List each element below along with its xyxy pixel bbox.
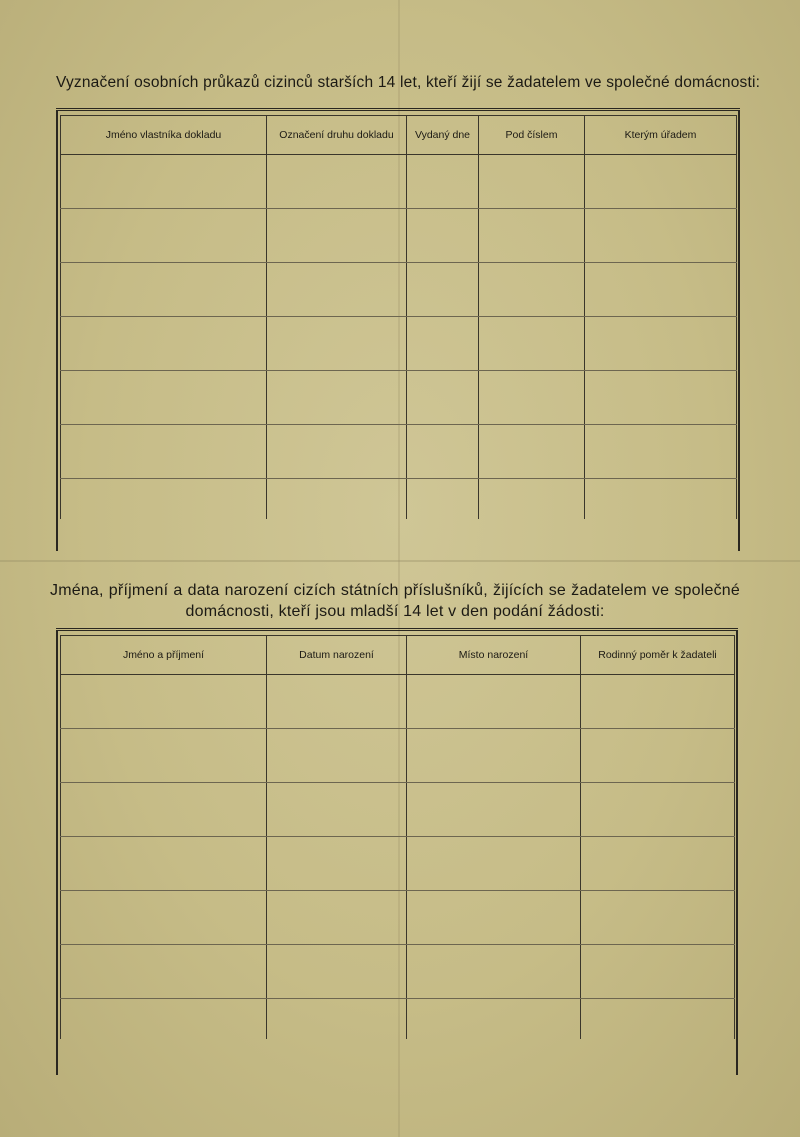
section2-title bbox=[50, 580, 740, 622]
table-header-row bbox=[61, 636, 735, 675]
column-header-birth-place: Místo narození bbox=[407, 636, 581, 675]
table-cell[interactable] bbox=[479, 425, 585, 479]
table-cell[interactable] bbox=[61, 425, 267, 479]
table-cell[interactable] bbox=[585, 263, 737, 317]
table-cell[interactable] bbox=[61, 675, 267, 729]
column-header-issued-date: Vydaný dne bbox=[407, 116, 479, 155]
table-cell[interactable] bbox=[581, 837, 735, 891]
table-row bbox=[61, 945, 735, 999]
table-cell[interactable] bbox=[407, 783, 581, 837]
table-cell[interactable] bbox=[407, 891, 581, 945]
table-cell[interactable] bbox=[479, 317, 585, 371]
table-cell[interactable] bbox=[407, 675, 581, 729]
table-row bbox=[61, 425, 737, 479]
table-cell[interactable] bbox=[61, 263, 267, 317]
table-cell[interactable] bbox=[267, 155, 407, 209]
table-cell[interactable] bbox=[61, 999, 267, 1040]
column-header-relationship: Rodinný poměr k žadateli bbox=[581, 636, 735, 675]
table-cell[interactable] bbox=[267, 999, 407, 1040]
table-header-row bbox=[61, 116, 737, 155]
table-cell[interactable] bbox=[479, 209, 585, 263]
table-cell[interactable] bbox=[479, 155, 585, 209]
table-row bbox=[61, 783, 735, 837]
column-header-full-name: Jméno a příjmení bbox=[61, 636, 267, 675]
id-documents-table bbox=[60, 115, 737, 519]
section1-title: Vyznačení osobních průkazů cizinců starších 14 let, kteří žijí se žadatelem ve společné domácnosti: bbox=[56, 74, 761, 91]
table-row bbox=[61, 155, 737, 209]
table-row bbox=[61, 263, 737, 317]
column-header-issuing-office: Kterým úřadem bbox=[585, 116, 737, 155]
table-cell[interactable] bbox=[267, 675, 407, 729]
table-cell[interactable] bbox=[61, 155, 267, 209]
table-cell[interactable] bbox=[581, 891, 735, 945]
table-frame-right bbox=[738, 111, 740, 551]
table-cell[interactable] bbox=[585, 209, 737, 263]
table-row bbox=[61, 371, 737, 425]
table-cell[interactable] bbox=[267, 891, 407, 945]
table-cell[interactable] bbox=[581, 783, 735, 837]
table-row bbox=[61, 729, 735, 783]
table-cell[interactable] bbox=[267, 945, 407, 999]
table-frame-left bbox=[56, 111, 58, 551]
table-cell[interactable] bbox=[407, 425, 479, 479]
table-cell[interactable] bbox=[407, 479, 479, 520]
minors-table bbox=[60, 635, 735, 1039]
minors-table-frame bbox=[56, 628, 738, 1075]
table-cell[interactable] bbox=[267, 263, 407, 317]
table-cell[interactable] bbox=[585, 479, 737, 520]
table-row bbox=[61, 999, 735, 1040]
section2-title-line2: domácnosti, kteří jsou mladší 14 let v den podání žádosti: bbox=[185, 603, 605, 620]
table-row bbox=[61, 891, 735, 945]
paper-fold-horizontal bbox=[0, 560, 800, 562]
table-cell[interactable] bbox=[581, 675, 735, 729]
table-cell[interactable] bbox=[407, 209, 479, 263]
table-cell[interactable] bbox=[479, 263, 585, 317]
table-cell[interactable] bbox=[581, 999, 735, 1040]
table-cell[interactable] bbox=[61, 479, 267, 520]
table-cell[interactable] bbox=[61, 945, 267, 999]
column-header-birth-date: Datum narození bbox=[267, 636, 407, 675]
table-cell[interactable] bbox=[61, 317, 267, 371]
table-cell[interactable] bbox=[585, 317, 737, 371]
table-row bbox=[61, 837, 735, 891]
table-cell[interactable] bbox=[267, 729, 407, 783]
table-frame-right bbox=[736, 631, 738, 1075]
table-cell[interactable] bbox=[581, 729, 735, 783]
table-cell[interactable] bbox=[407, 999, 581, 1040]
table-cell[interactable] bbox=[267, 783, 407, 837]
table-cell[interactable] bbox=[61, 371, 267, 425]
column-header-document-type: Označení druhu dokladu bbox=[267, 116, 407, 155]
table-row bbox=[61, 209, 737, 263]
table-cell[interactable] bbox=[267, 317, 407, 371]
table-row bbox=[61, 317, 737, 371]
table-cell[interactable] bbox=[407, 155, 479, 209]
table-cell[interactable] bbox=[407, 371, 479, 425]
table-cell[interactable] bbox=[479, 479, 585, 520]
table-cell[interactable] bbox=[267, 209, 407, 263]
table-cell[interactable] bbox=[585, 371, 737, 425]
table-cell[interactable] bbox=[61, 891, 267, 945]
table-cell[interactable] bbox=[61, 729, 267, 783]
table-cell[interactable] bbox=[61, 209, 267, 263]
table-cell[interactable] bbox=[61, 783, 267, 837]
table-cell[interactable] bbox=[479, 371, 585, 425]
table-cell[interactable] bbox=[267, 837, 407, 891]
table-cell[interactable] bbox=[585, 155, 737, 209]
section2-title-line1: Jména, příjmení a data narození cizích státních příslušníků, žijících se žadatelem ve společné bbox=[50, 582, 740, 599]
column-header-owner-name: Jméno vlastníka dokladu bbox=[61, 116, 267, 155]
table-cell[interactable] bbox=[407, 837, 581, 891]
table-cell[interactable] bbox=[407, 729, 581, 783]
table-frame-left bbox=[56, 631, 58, 1075]
table-cell[interactable] bbox=[585, 425, 737, 479]
table-cell[interactable] bbox=[407, 317, 479, 371]
table-cell[interactable] bbox=[581, 945, 735, 999]
id-documents-table-frame bbox=[56, 108, 740, 551]
table-cell[interactable] bbox=[267, 479, 407, 520]
table-cell[interactable] bbox=[267, 371, 407, 425]
table-cell[interactable] bbox=[407, 945, 581, 999]
table-cell[interactable] bbox=[267, 425, 407, 479]
table-row bbox=[61, 675, 735, 729]
table-row bbox=[61, 479, 737, 520]
table-cell[interactable] bbox=[61, 837, 267, 891]
column-header-document-number: Pod číslem bbox=[479, 116, 585, 155]
table-cell[interactable] bbox=[407, 263, 479, 317]
